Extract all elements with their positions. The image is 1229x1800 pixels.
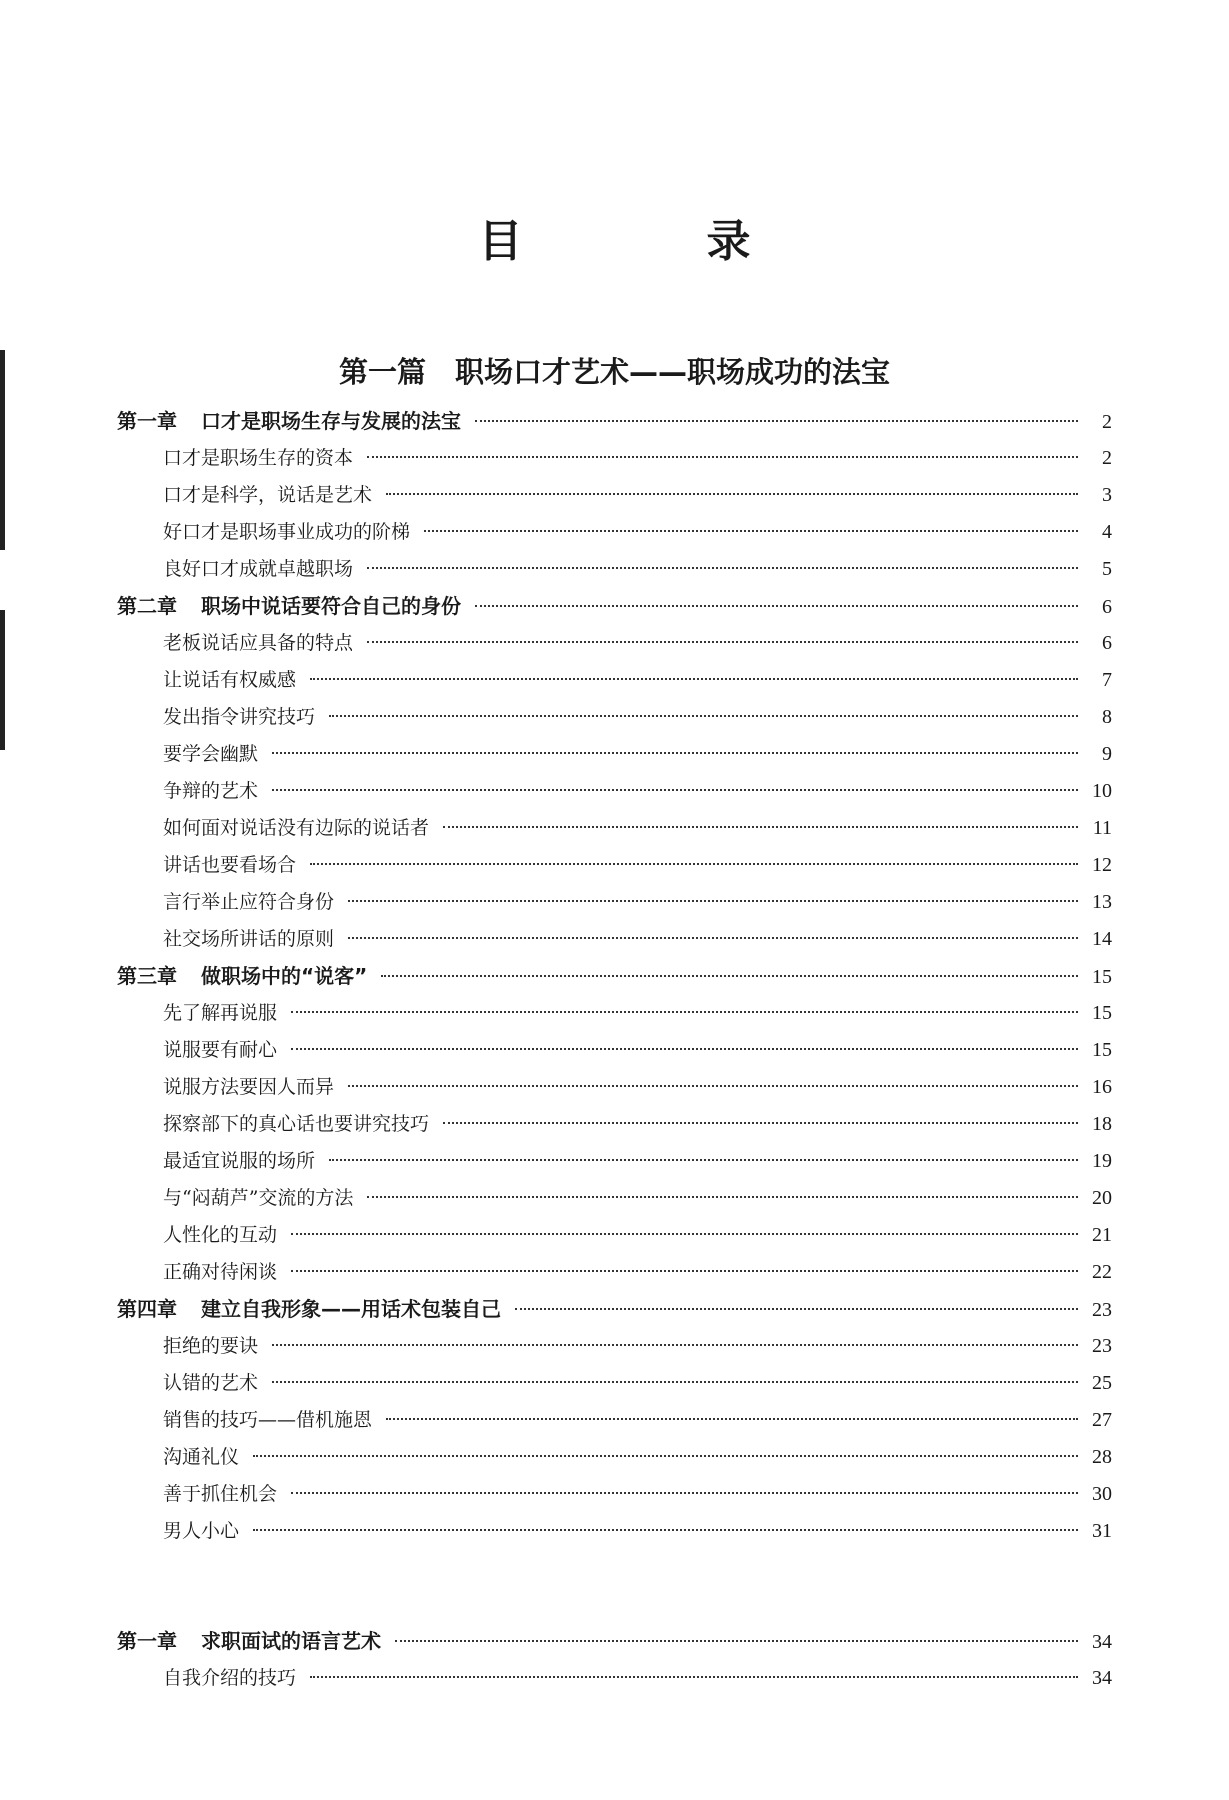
toc-list [117, 403, 1112, 1550]
toc-chapter-row [117, 1291, 1112, 1328]
toc-entry-title [163, 1660, 296, 1697]
toc-section-row [117, 1402, 1112, 1439]
toc-entry-label: 如何面对说话没有边际的说话者 [163, 817, 430, 839]
toc-entry-label: 人性化的互动 [163, 1224, 278, 1246]
toc-page-number: 22 [1092, 1261, 1112, 1283]
dot-leader [310, 1676, 1078, 1678]
toc-entry-title [163, 1365, 258, 1402]
toc-list-continued [117, 1623, 1112, 1697]
toc-section-row [117, 1254, 1112, 1291]
toc-section-row [117, 625, 1112, 662]
toc-entry-title [163, 1217, 277, 1254]
toc-section-row [117, 1143, 1112, 1180]
toc-entry-title [163, 440, 353, 477]
toc-section-row [117, 773, 1112, 810]
toc-section-row [117, 514, 1112, 551]
toc-entry-title [163, 847, 296, 884]
toc-page-number: 10 [1092, 780, 1112, 802]
toc-page-number: 12 [1092, 854, 1112, 876]
toc-page-number: 34 [1092, 1631, 1112, 1653]
toc-entry-label: 说服方法要因人而异 [163, 1076, 335, 1098]
toc-entry-label: 老板说话应具备的特点 [163, 632, 354, 654]
toc-entry-label: 口才是科学，说话是艺术 [163, 484, 373, 506]
toc-page-number: 9 [1102, 743, 1112, 765]
toc-entry-label: 最适宜说服的场所 [163, 1150, 316, 1172]
toc-entry-title [163, 773, 258, 810]
toc-entry-title [163, 514, 410, 551]
toc-chapter-row [117, 958, 1112, 995]
toc-entry-label: 要学会幽默 [163, 743, 259, 765]
dot-leader [443, 1122, 1078, 1124]
toc-entry-title [163, 1476, 277, 1513]
dot-leader [395, 1640, 1078, 1642]
toc-entry-label: 职场中说话要符合自己的身份 [201, 594, 461, 618]
dot-leader [386, 493, 1078, 495]
toc-chapter-row [117, 588, 1112, 625]
toc-entry-label: 口才是职场生存的资本 [163, 447, 354, 469]
dot-leader [291, 1048, 1078, 1050]
dot-leader [272, 1381, 1078, 1383]
toc-chapter-row [117, 403, 1112, 440]
toc-entry-label: 善于抓住机会 [163, 1483, 278, 1505]
toc-entry-title [163, 1439, 239, 1476]
toc-page-number: 19 [1092, 1150, 1112, 1172]
toc-page-number: 34 [1092, 1667, 1112, 1689]
dot-leader [367, 641, 1078, 643]
dot-leader [310, 678, 1078, 680]
toc-section-row [117, 884, 1112, 921]
toc-section-row [117, 1180, 1112, 1217]
toc-entry-label: 发出指令讲究技巧 [163, 706, 316, 728]
toc-entry-title [117, 403, 461, 440]
toc-page-number: 31 [1092, 1520, 1112, 1542]
toc-entry-title [163, 921, 334, 958]
dot-leader [272, 789, 1078, 791]
toc-page-number: 28 [1092, 1446, 1112, 1468]
dot-leader [348, 1085, 1078, 1087]
toc-entry-title [163, 810, 429, 847]
toc-entry-label: 销售的技巧——借机施恩 [163, 1409, 373, 1431]
toc-entry-title [163, 1402, 372, 1439]
dot-leader [367, 1196, 1078, 1198]
toc-page-number: 7 [1102, 669, 1112, 691]
toc-section-row [117, 662, 1112, 699]
chapter-number: 第三章 [117, 964, 177, 988]
toc-section-row [117, 1217, 1112, 1254]
toc-page-number: 2 [1102, 411, 1112, 433]
toc-entry-label: 认错的艺术 [163, 1372, 259, 1394]
toc-page-number: 5 [1102, 558, 1112, 580]
toc-section-row [117, 995, 1112, 1032]
toc-entry-title [163, 995, 277, 1032]
toc-page-number: 2 [1102, 447, 1112, 469]
toc-page-number: 30 [1092, 1483, 1112, 1505]
toc-page-number: 6 [1102, 596, 1112, 618]
toc-page-number: 13 [1092, 891, 1112, 913]
toc-entry-label: 说服要有耐心 [163, 1039, 278, 1061]
toc-entry-title [163, 1513, 239, 1550]
dot-leader [253, 1529, 1078, 1531]
chapter-number: 第一章 [117, 1629, 177, 1653]
toc-page-number: 20 [1092, 1187, 1112, 1209]
toc-page-number: 6 [1102, 632, 1112, 654]
dot-leader [424, 530, 1078, 532]
toc-entry-title [163, 1106, 429, 1143]
toc-entry-title [163, 662, 296, 699]
toc-entry-label: 让说话有权威感 [163, 669, 297, 691]
dot-leader [291, 1011, 1078, 1013]
toc-section-row [117, 1513, 1112, 1550]
toc-entry-title [163, 1254, 277, 1291]
toc-entry-label: 社交场所讲话的原则 [163, 928, 335, 950]
toc-page-number: 4 [1102, 521, 1112, 543]
toc-section-row [117, 551, 1112, 588]
toc-page-number: 15 [1092, 1002, 1112, 1024]
toc-entry-title [163, 551, 353, 588]
toc-page-number: 21 [1092, 1224, 1112, 1246]
toc-entry-label: 好口才是职场事业成功的阶梯 [163, 521, 411, 543]
toc-entry-title [163, 699, 315, 736]
toc-entry-label: 拒绝的要诀 [163, 1335, 259, 1357]
toc-page-number: 15 [1092, 1039, 1112, 1061]
toc-page-number: 11 [1092, 817, 1112, 839]
toc-section-row [117, 1069, 1112, 1106]
toc-entry-title [163, 1032, 277, 1069]
toc-entry-label: 口才是职场生存与发展的法宝 [201, 409, 461, 433]
toc-section-row [117, 921, 1112, 958]
part-title: 第一篇 职场口才艺术——职场成功的法宝 [338, 355, 890, 389]
toc-page-number: 23 [1092, 1299, 1112, 1321]
toc-section-row [117, 1476, 1112, 1513]
dot-leader [291, 1233, 1078, 1235]
toc-page-number: 25 [1092, 1372, 1112, 1394]
toc-section-row [117, 699, 1112, 736]
toc-entry-label: 言行举止应符合身份 [163, 891, 335, 913]
dot-leader [272, 752, 1078, 754]
toc-page-number: 15 [1092, 966, 1112, 988]
toc-section-row [117, 810, 1112, 847]
toc-entry-label: 男人小心 [163, 1520, 240, 1542]
toc-page-number: 23 [1092, 1335, 1112, 1357]
dot-leader [329, 1159, 1078, 1161]
toc-entry-title [117, 1623, 381, 1660]
toc-entry-label: 探察部下的真心话也要讲究技巧 [163, 1113, 430, 1135]
toc-section-row [117, 1328, 1112, 1365]
toc-entry-label: 自我介绍的技巧 [163, 1667, 297, 1689]
toc-entry-label: 做职场中的“说客” [201, 964, 368, 988]
toc-entry-label: 求职面试的语言艺术 [201, 1629, 381, 1653]
toc-entry-label: 建立自我形象——用话术包装自己 [201, 1297, 501, 1321]
toc-page-number: 27 [1092, 1409, 1112, 1431]
toc-section-row [117, 847, 1112, 884]
toc-entry-title [163, 1180, 353, 1217]
toc-entry-title [117, 588, 461, 625]
toc-entry-label: 讲话也要看场合 [163, 854, 297, 876]
toc-entry-label: 争辩的艺术 [163, 780, 259, 802]
toc-entry-label: 沟通礼仪 [163, 1446, 240, 1468]
dot-leader [475, 605, 1078, 607]
scan-edge-mark [0, 610, 5, 750]
toc-entry-title [163, 1069, 334, 1106]
dot-leader [291, 1270, 1078, 1272]
toc-page-number: 16 [1092, 1076, 1112, 1098]
dot-leader [253, 1455, 1078, 1457]
chapter-number: 第一章 [117, 409, 177, 433]
toc-entry-label: 正确对待闲谈 [163, 1261, 278, 1283]
toc-page-number: 14 [1092, 928, 1112, 950]
toc-entry-label: 先了解再说服 [163, 1002, 278, 1024]
toc-entry-label: 良好口才成就卓越职场 [163, 558, 354, 580]
toc-page-number: 3 [1102, 484, 1112, 506]
dot-leader [367, 456, 1078, 458]
toc-section-row [117, 1032, 1112, 1069]
toc-section-row [117, 736, 1112, 773]
toc-entry-title [163, 625, 353, 662]
toc-entry-label: 与“闷葫芦”交流的方法 [163, 1187, 354, 1209]
chapter-number: 第四章 [117, 1297, 177, 1321]
dot-leader [291, 1492, 1078, 1494]
dot-leader [310, 863, 1078, 865]
dot-leader [381, 975, 1078, 977]
toc-section-row [117, 1660, 1112, 1697]
toc-section-row [117, 477, 1112, 514]
toc-page-number: 18 [1092, 1113, 1112, 1135]
dot-leader [272, 1344, 1078, 1346]
toc-entry-title [117, 1291, 501, 1328]
toc-entry-title [163, 1143, 315, 1180]
dot-leader [329, 715, 1078, 717]
toc-entry-title [163, 1328, 258, 1365]
toc-chapter-row [117, 1623, 1112, 1660]
toc-entry-title [117, 958, 367, 995]
toc-section-row [117, 1106, 1112, 1143]
dot-leader [386, 1418, 1078, 1420]
dot-leader [515, 1308, 1078, 1310]
dot-leader [443, 826, 1078, 828]
dot-leader [348, 937, 1078, 939]
toc-section-row [117, 1439, 1112, 1476]
toc-section-row [117, 1365, 1112, 1402]
toc-entry-title [163, 736, 258, 773]
page-title: 目 录 [478, 216, 821, 267]
dot-leader [348, 900, 1078, 902]
toc-entry-title [163, 477, 372, 514]
dot-leader [367, 567, 1078, 569]
toc-entry-title [163, 884, 334, 921]
dot-leader [475, 420, 1078, 422]
chapter-number: 第二章 [117, 594, 177, 618]
toc-page-number: 8 [1102, 706, 1112, 728]
toc-section-row [117, 440, 1112, 477]
